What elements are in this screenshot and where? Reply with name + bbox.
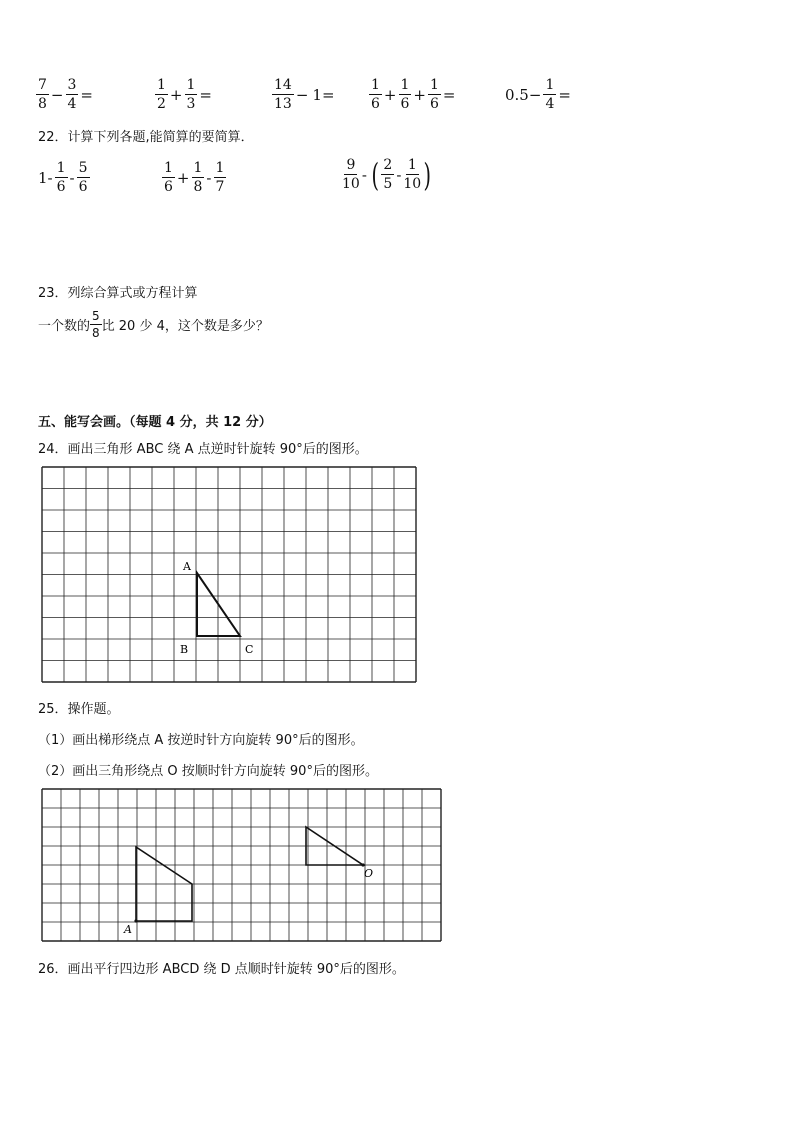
point-a xyxy=(134,919,137,922)
right-paren: ) xyxy=(423,155,432,194)
fraction: $\frac{1}{6}$ xyxy=(56,160,66,195)
fraction: $\frac{14}{13}$ xyxy=(274,77,292,112)
expr-22-2: $\frac{1}{6}$ + $\frac{1}{8}$ - $\frac{1}{7}$ xyxy=(164,160,225,195)
question-25-title: 25．操作题。 xyxy=(38,702,120,717)
grid-lines xyxy=(42,467,416,682)
expr-21-1: $\frac{7}{8}$ − $\frac{3}{4}$ = xyxy=(38,77,93,112)
fraction: $\frac{1}{8}$ xyxy=(193,160,203,195)
question-25-part-2: （2）画出三角形绕点 O 按顺时针方向旋转 90°后的图形。 xyxy=(38,764,378,779)
question-25-part-1: （1）画出梯形绕点 A 按逆时针方向旋转 90°后的图形。 xyxy=(38,733,364,748)
expr-22-1: 1- $\frac{1}{6}$ - $\frac{5}{6}$ xyxy=(38,160,88,195)
fraction: $\frac{1}{4}$ xyxy=(545,77,555,112)
fraction: $\frac{7}{8}$ xyxy=(38,77,47,112)
left-paren: ( xyxy=(371,155,379,194)
question-26-title: 26．画出平行四边形 ABCD 绕 D 点顺时针旋转 90°后的图形。 xyxy=(38,962,405,977)
grid-q25 xyxy=(40,787,442,947)
expr-21-4: $\frac{1}{6}$ + $\frac{1}{6}$ + $\frac{1}{6}$ = xyxy=(371,77,456,112)
triangle-abc xyxy=(197,573,240,636)
label-a: A xyxy=(183,560,191,573)
label-b: B xyxy=(180,643,189,656)
question-23-text: 一个数的 $\frac{5}{8}$ 比 20 少 4，这个数是多少？ xyxy=(38,309,269,340)
question-22-title: 22．计算下列各题,能简算的要简算． xyxy=(38,130,254,145)
fraction: $\frac{1}{7}$ xyxy=(215,160,225,195)
question-24-title: 24．画出三角形 ABC 绕 A 点逆时针旋转 90°后的图形。 xyxy=(38,442,368,457)
expr-21-2: $\frac{1}{2}$ + $\frac{1}{3}$ = xyxy=(157,77,212,112)
fraction: $\frac{3}{4}$ xyxy=(67,77,77,112)
fraction: $\frac{1}{6}$ xyxy=(400,77,410,112)
label-o: O xyxy=(364,867,374,880)
fraction: $\frac{1}{2}$ xyxy=(157,77,166,112)
fraction: $\frac{5}{8}$ xyxy=(92,309,100,340)
fraction: $\frac{1}{10}$ xyxy=(403,157,422,192)
label-c: C xyxy=(245,643,254,656)
fraction: $\frac{1}{6}$ xyxy=(164,160,173,195)
question-23-title: 23．列综合算式或方程计算 xyxy=(38,286,198,301)
fraction: $\frac{2}{5}$ xyxy=(383,157,393,192)
section-5-title: 五、能写会画。（每题 4 分，共 12 分） xyxy=(38,415,272,430)
fraction: $\frac{1}{6}$ xyxy=(371,77,380,112)
expr-21-5: 0.5− $\frac{1}{4}$ = xyxy=(505,77,571,112)
fraction: $\frac{9}{10}$ xyxy=(342,157,360,192)
expr-22-3: $\frac{9}{10}$ - ( $\frac{2}{5}$ - $\frac{1}{10}$ ) xyxy=(342,155,432,194)
fraction: $\frac{5}{6}$ xyxy=(78,160,88,195)
label-a: A xyxy=(124,923,132,936)
fraction: $\frac{1}{6}$ xyxy=(430,77,439,112)
expr-21-3: $\frac{14}{13}$ − 1= xyxy=(274,77,335,112)
fraction: $\frac{1}{3}$ xyxy=(186,77,196,112)
grid-lines xyxy=(42,789,441,941)
grid-q24 xyxy=(40,465,420,685)
